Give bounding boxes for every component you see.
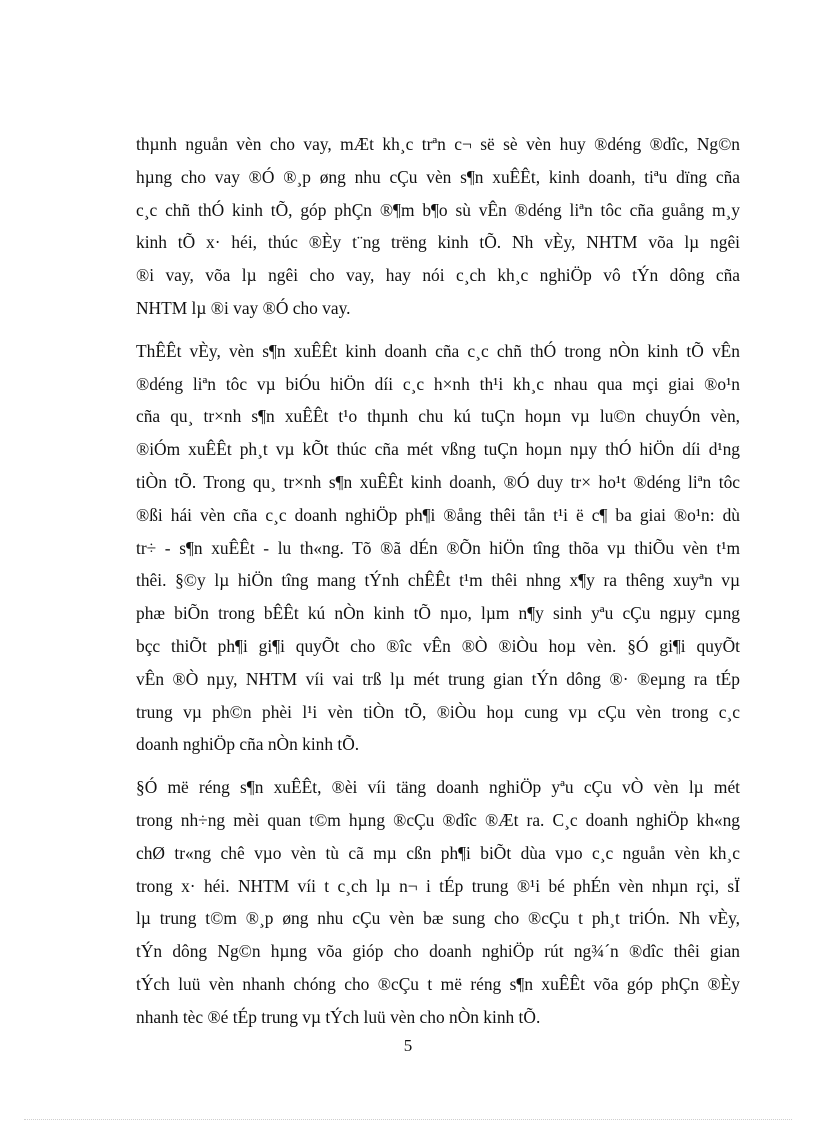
text-line: tr÷ - s¶n xuÊÊt - lu th«ng. Tõ ®ã dÉn ®Õn hiÖn tîng thõa vµ thiÕu vèn t¹m	[136, 537, 740, 558]
paragraph-1	[136, 128, 740, 325]
paragraph-2	[136, 335, 740, 761]
text-line: trong x· héi. NHTM víi t c¸ch lµ n¬ i tÉp trung ®¹i bé phÉn vèn nhµn rçi, sÏ	[136, 875, 740, 896]
text-line: hµng cho vay ®Ó ®¸p øng nhu cÇu vèn s¶n xuÊÊt, kinh doanh, tiªu dïng cña	[136, 166, 740, 187]
page-number: 5	[403, 1036, 413, 1055]
text-line: tiÒn tÕ. Trong qu¸ tr×nh s¶n xuÊÊt kinh doanh, ®Ó duy tr× ho¹t ®déng liªn tôc	[136, 471, 740, 492]
text-line: doanh nghiÖp cña nÒn kinh tÕ.	[136, 734, 360, 755]
text-line: lµ trung t©m ®¸p øng nhu cÇu vèn bæ sung cho ®cÇu t ph¸t triÓn. Nh vÈy,	[136, 908, 740, 929]
body-text	[136, 128, 740, 1044]
text-line: ®ßi hái vèn cña c¸c doanh nghiÖp ph¶i ®ång thêi tån t¹i ë c¶ ba giai ®o¹n: dù	[136, 504, 740, 525]
paragraph-3	[136, 771, 740, 1033]
footer-dotted-rule	[24, 1119, 792, 1120]
text-line: thµnh nguån vèn cho vay, mÆt kh¸c trªn c¬ së sè vèn huy ®déng ®dîc, Ng©n	[136, 134, 740, 154]
text-line: §Ó më réng s¶n xuÊÊt, ®èi víi täng doanh nghiÖp yªu cÇu vÒ vèn lµ mét	[136, 777, 740, 798]
text-line: ®déng liªn tôc vµ biÓu hiÖn díi c¸c h×nh th¹i kh¸c nhau qua mçi giai ®o¹n	[136, 373, 740, 394]
text-line: c¸c chñ thÓ kinh tÕ, góp phÇn ®¶m b¶o sù vÊn ®déng liªn tôc cña guång m¸y	[136, 199, 740, 220]
text-line: bçc thiÕt ph¶i gi¶i quyÕt cho ®îc vÊn ®Ò ®iÒu hoµ vèn. §Ó gi¶i quyÕt	[136, 635, 740, 656]
text-line: thêi. §©y lµ hiÖn tîng mang tÝnh chÊÊt t¹m thêi nhng x¶y ra thêng xuyªn vµ	[136, 570, 740, 591]
text-line: phæ biÕn trong bÊÊt kú nÒn kinh tÕ nµo, lµm n¶y sinh yªu cÇu ngµy cµng	[136, 603, 740, 624]
text-line: ®iÓm xuÊÊt ph¸t vµ kÕt thúc cña mét vßng tuÇn hoµn nµy thÓ hiÖn díi d¹ng	[136, 439, 740, 460]
text-line: kinh tÕ x· héi, thúc ®Èy t¨ng trëng kinh tÕ. Nh vÈy, NHTM võa lµ ngêi	[136, 232, 740, 253]
text-line: nhanh tèc ®é tÉp trung vµ tÝch luü vèn cho nÒn kinh tÕ.	[136, 1006, 541, 1027]
text-line: tÝch luü vèn nhanh chóng cho ®cÇu t më réng s¶n xuÊÊt võa góp phÇn ®Èy	[136, 973, 740, 994]
text-line: cña qu¸ tr×nh s¶n xuÊÊt t¹o thµnh chu kú tuÇn hoµn vµ lu©n chuyÓn vèn,	[136, 406, 740, 427]
text-line: ThÊÊt vÈy, vèn s¶n xuÊÊt kinh doanh cña c¸c chñ thÓ trong nÒn kinh tÕ vÊn	[136, 340, 740, 361]
text-line: ®i vay, võa lµ ngêi cho vay, hay nói c¸ch kh¸c nghiÖp vô tÝn dông cña	[136, 265, 740, 286]
text-line: vÊn ®Ò nµy, NHTM víi vai trß lµ mét trung gian tÝn dông ®· ®eµng ra tÉp	[136, 668, 740, 689]
text-line: NHTM lµ ®i vay ®Ó cho vay.	[136, 297, 351, 318]
text-line: tÝn dông Ng©n hµng võa gióp cho doanh nghiÖp rút ng¾´n ®dîc thêi gian	[136, 941, 740, 962]
text-line: chØ tr«ng chê vµo vèn tù cã mµ cßn ph¶i biÕt dùa vµo c¸c nguån vèn kh¸c	[136, 842, 740, 863]
text-line: trung vµ ph©n phèi l¹i vèn tiÒn tÕ, ®iÒu hoµ cung vµ cÇu vèn trong c¸c	[136, 701, 740, 722]
text-line: trong nh÷ng mèi quan t©m hµng ®cÇu ®dîc ®Æt ra. C¸c doanh nghiÖp kh«ng	[136, 809, 740, 830]
